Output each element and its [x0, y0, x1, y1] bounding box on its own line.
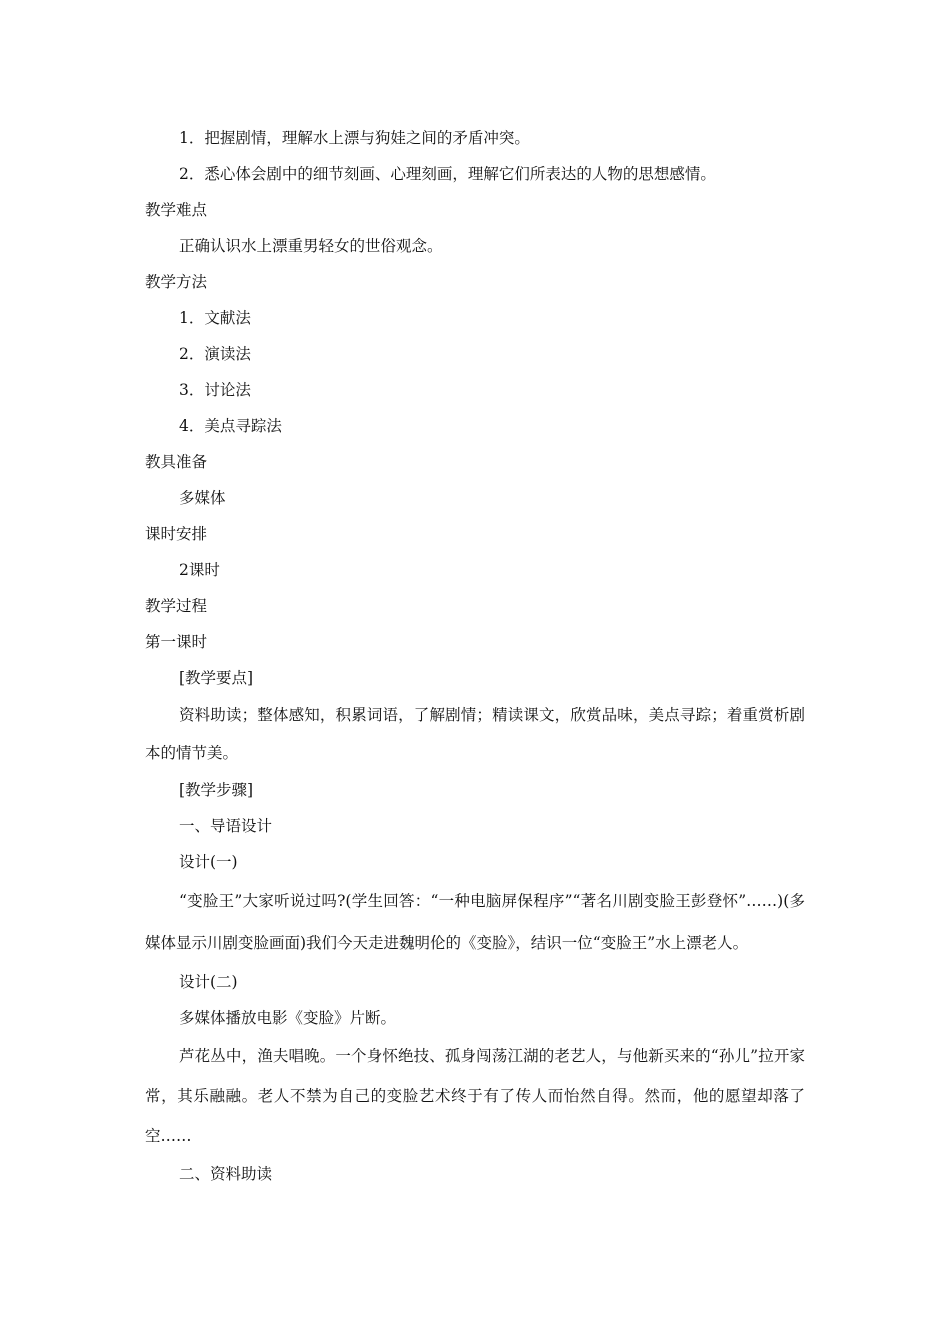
- subheading-steps: [教学步骤]: [179, 781, 254, 799]
- design-2-heading: 设计(二): [179, 973, 238, 991]
- subheading-key-points: [教学要点]: [179, 669, 254, 687]
- heading-difficulty: 教学难点: [145, 201, 208, 219]
- heading-schedule: 课时安排: [145, 525, 208, 543]
- document-body: [145, 120, 805, 1192]
- method-3: 3．讨论法: [179, 381, 251, 399]
- tools-text: 多媒体: [179, 489, 226, 507]
- design-1-heading: 设计(一): [179, 853, 238, 871]
- method-4: 4．美点寻踪法: [179, 417, 282, 435]
- heading-lesson-1: 第一课时: [145, 633, 208, 651]
- heading-process: 教学过程: [145, 597, 208, 615]
- method-2: 2．演读法: [179, 345, 251, 363]
- key-points-paragraph: 资料助读；整体感知，积累词语，了解剧情；精读课文，欣赏品味，美点寻踪；着重赏析剧本的情节美。: [145, 706, 805, 762]
- schedule-text: 2课时: [179, 561, 220, 579]
- design-1-paragraph: “变脸王”大家听说过吗?(学生回答：“一种电脑屏保程序”“著名川剧变脸王彭登怀”……)(多媒体显示川剧变脸画面)我们今天走进魏明伦的《变脸》，结识一位“变脸王”水上漂老人。: [145, 892, 805, 952]
- story-paragraph: 芦花丛中，渔夫唱晚。一个身怀绝技、孤身闯荡江湖的老艺人，与他新买来的“孙儿”拉开家常，其乐融融。老人不禁为自己的变脸艺术终于有了传人而怡然自得。然而，他的愿望却落了空……: [145, 1047, 805, 1145]
- objective-2: 2．悉心体会剧中的细节刻画、心理刻画，理解它们所表达的人物的思想感情。: [179, 165, 716, 183]
- design-2-text: 多媒体播放电影《变脸》片断。: [179, 1009, 397, 1027]
- difficulty-text: 正确认识水上漂重男轻女的世俗观念。: [179, 237, 443, 255]
- heading-tools: 教具准备: [145, 453, 208, 471]
- method-1: 1．文献法: [179, 309, 251, 327]
- step-2-heading: 二、资料助读: [179, 1165, 273, 1183]
- step-1-heading: 一、导语设计: [179, 817, 273, 835]
- heading-methods: 教学方法: [145, 273, 208, 291]
- objective-1: 1．把握剧情，理解水上漂与狗娃之间的矛盾冲突。: [179, 129, 530, 147]
